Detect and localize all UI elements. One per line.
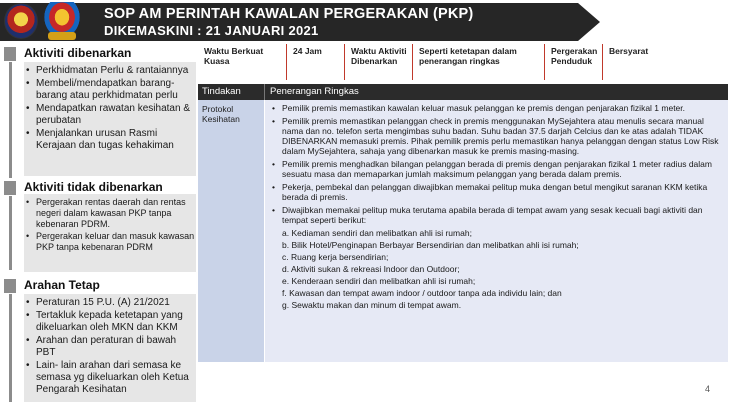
column-header-tindakan: Tindakan — [202, 86, 241, 97]
sub-item: f. Kawasan dan tempat awam indoor / outdoor tanpa ada individu lain; dan — [282, 288, 562, 298]
sub-item: b. Bilik Hotel/Penginapan Berbayar Bersendirian dan melibatkan ahli isi rumah; — [282, 240, 579, 250]
coat-of-arms-logo — [42, 2, 82, 40]
table-bullet: • Diwajibkan memakai pelitup muka terutama apabila berada di tempat awam yang sesak kecuali bagi aktiviti dan tempat seperti berikut: — [272, 205, 703, 225]
section-title: Aktiviti dibenarkan — [24, 46, 132, 60]
table-topic-cell — [198, 100, 264, 362]
info-value-bersyarat: Bersyarat — [602, 44, 660, 80]
section-body-tidak-dibenarkan — [24, 194, 196, 272]
section-marker — [4, 47, 16, 61]
list-item: • Pergerakan keluar dan masuk kawasan PKP tanpa kebenaran PDRM — [24, 231, 196, 253]
sub-item: g. Sewaktu makan dan minum di tempat awam. — [282, 300, 462, 310]
section-body-arahan-tetap — [24, 294, 196, 402]
info-row — [200, 44, 660, 80]
info-label-waktu-kuasa: Waktu Berkuat Kuasa — [204, 46, 264, 66]
pdrm-logo — [4, 3, 38, 39]
list-item: • Tertakluk kepada ketetapan yang dikeluarkan oleh MKN dan KKM — [24, 310, 196, 334]
list-item: • Pergerakan rentas daerah dan rentas negeri dalam kawasan PKP tanpa kebenaran PDRM. — [24, 197, 196, 230]
page-number: 4 — [705, 384, 711, 394]
page-title: SOP AM PERINTAH KAWALAN PERGERAKAN (PKP) — [104, 6, 474, 22]
info-label-waktu-aktiviti: Waktu Aktiviti Dibenarkan — [344, 44, 410, 80]
table-bullet: • Pemilik premis menghadkan bilangan pelanggan berada di premis dengan penjarakan fizikal 1 meter radius dalam sesuatu masa dan memaparkan jumlah maksimum pelanggan yang berada dalam premis. — [272, 159, 712, 179]
table-bullet: • Pekerja, pembekal dan pelanggan diwajibkan memakai pelitup muka dengan betul mengikut saranan KKM ketika berada di premis. — [272, 182, 708, 202]
table-header — [198, 84, 728, 100]
section-header-dibenarkan — [4, 46, 194, 62]
topic-label: Protokol Kesihatan — [202, 104, 240, 124]
header — [0, 0, 732, 44]
section-header-arahan-tetap — [4, 278, 194, 294]
list-item: • Menjalankan urusan Rasmi Kerajaan dan tugas kehakiman — [24, 128, 196, 152]
protocol-table — [198, 84, 728, 362]
column-header-penerangan: Penerangan Ringkas — [270, 86, 359, 97]
section-line — [9, 292, 12, 402]
list-item: • Mendapatkan rawatan kesihatan & perubatan — [24, 103, 196, 127]
list-item: • Lain- lain arahan dari semasa ke semasa yg dikeluarkan oleh Ketua Pengarah Kesihatan — [24, 360, 196, 396]
table-bullet: • Pemilik premis memastikan kawalan keluar masuk pelanggan ke premis dengan penjarakan fizikal 1 meter. — [272, 103, 686, 113]
section-marker — [4, 279, 16, 293]
info-label-pergerakan: Pergerakan Penduduk — [544, 44, 600, 80]
section-title: Arahan Tetap — [24, 278, 100, 292]
table-description-cell — [265, 100, 728, 362]
sub-item: c. Ruang kerja bersendirian; — [282, 252, 389, 262]
page-subtitle: DIKEMASKINI : 21 JANUARI 2021 — [104, 23, 319, 38]
section-line — [9, 192, 12, 270]
section-line — [9, 60, 12, 178]
sub-item: d. Aktiviti sukan & rekreasi Indoor dan Outdoor; — [282, 264, 460, 274]
list-item: • Arahan dan peraturan di bawah PBT — [24, 335, 196, 359]
section-title: Aktiviti tidak dibenarkan — [24, 180, 163, 194]
section-body-dibenarkan — [24, 62, 196, 176]
list-item: • Membeli/mendapatkan barang-barang atau perkhidmatan perlu — [24, 78, 196, 102]
table-bullet: • Pemilik premis memastikan pelanggan check in premis menggunakan MySejahtera atau menulis secara manual nama dan no. telefon serta mengimbas suhu badan. Suhu badan 37.5 darjah Celcius dan ke atas adalah TIDAK DIBENARKAN memasuki premis. Pihak pemilik premis perlu memastikan hanya pelanggan dengan status Low Risk dalam MySejahtera, sahaja yang dibenarkan masuk ke premis masing-masing. — [272, 116, 719, 156]
column-divider — [264, 84, 265, 100]
info-value-24-jam: 24 Jam — [286, 44, 342, 80]
list-item: • Perkhidmatan Perlu & rantaiannya — [24, 65, 196, 77]
list-item: • Peraturan 15 P.U. (A) 21/2021 — [24, 297, 196, 309]
sub-item: a. Kediaman sendiri dan melibatkan ahli isi rumah; — [282, 228, 472, 238]
section-marker — [4, 181, 16, 195]
info-value-ketetapan: Seperti ketetapan dalam penerangan ringkas — [412, 44, 542, 80]
sub-item: e. Kenderaan sendiri dan melibatkan ahli isi rumah; — [282, 276, 476, 286]
